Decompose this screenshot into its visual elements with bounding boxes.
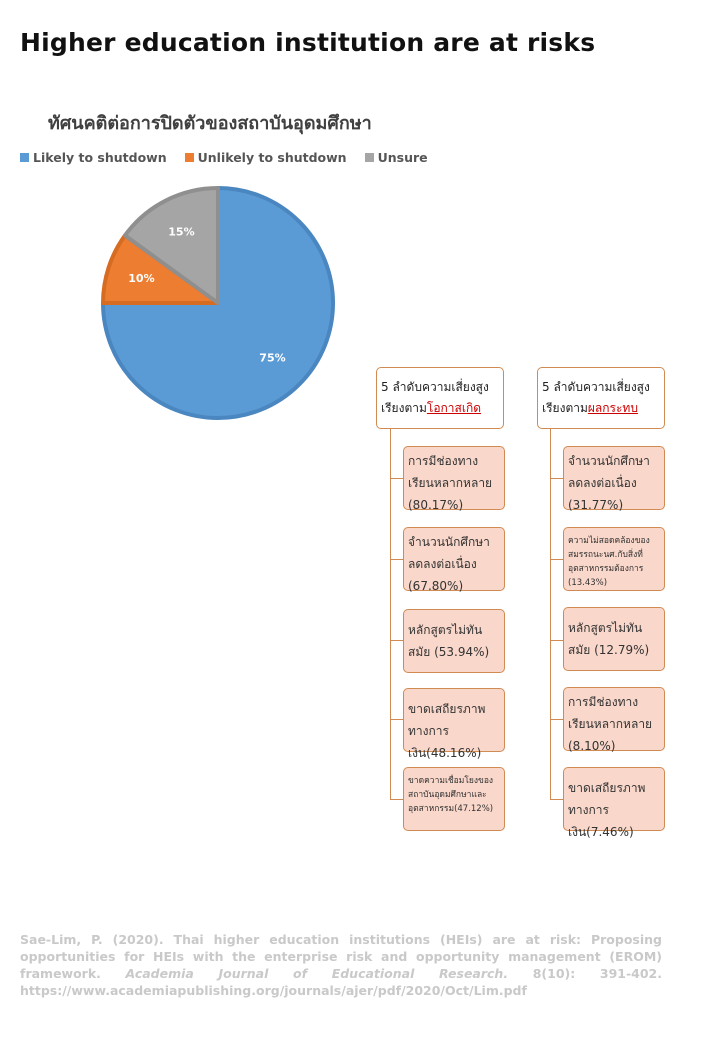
legend-label-likely: Likely to shutdown [33,150,167,165]
likelihood-tick-3 [390,640,403,641]
impact-tick-5 [550,799,563,800]
impact-item-1: จำนวนนักศึกษาลดลงต่อเนื่อง (31.77%) [563,446,665,510]
pie-label-unsure: 15% [168,225,195,239]
impact-header-link[interactable]: ผลกระทบ [587,401,638,415]
impact-tree-line [550,429,551,799]
impact-item-5: ขาดเสถียรภาพทางการเงิน(7.46%) [563,767,665,831]
likelihood-item-2: จำนวนนักศึกษาลดลงต่อเนื่อง (67.80%) [403,527,505,591]
likelihood-item-4: ขาดเสถียรภาพทางการเงิน(48.16%) [403,688,505,752]
citation [20,931,662,999]
impact-item-4: การมีช่องทางเรียนหลากหลาย (8.10%) [563,687,665,751]
impact-header [537,367,665,429]
impact-header-prefix: เรียงตาม [542,401,588,415]
impact-header-line1: 5 ลำดับความเสี่ยงสูง [542,380,650,394]
impact-item-2: ความไม่สอดคล้องของสมรรถนะนศ.กับสิ่งที่อุตสาหกรรมต้องการ (13.43%) [563,527,665,591]
likelihood-tick-2 [390,559,403,560]
likelihood-tick-1 [390,478,403,479]
impact-item-3: หลักสูตรไม่ทันสมัย (12.79%) [563,607,665,671]
likelihood-tick-5 [390,799,403,800]
likelihood-item-5: ขาดความเชื่อมโยงของสถาบันอุดมศึกษาและอุตสาหกรรม(47.12%) [403,767,505,831]
likelihood-item-1: การมีช่องทางเรียนหลากหลาย (80.17%) [403,446,505,510]
impact-tick-4 [550,719,563,720]
legend-label-unlikely: Unlikely to shutdown [197,150,347,165]
chart-title: ทัศนคติต่อการปิดตัวของสถาบันอุดมศึกษา [48,113,372,134]
impact-tick-1 [550,478,563,479]
likelihood-tree-line [390,429,391,799]
legend-label-unsure: Unsure [377,150,428,165]
likelihood-header-line1: 5 ลำดับความเสี่ยงสูง [381,380,489,394]
likelihood-header-link[interactable]: โอกาสเกิด [426,401,482,415]
pie-label-likely-to-shutdown: 75% [259,351,286,365]
citation-text-after: 8(10): 391-402. https://www.academiapublishing.org/journals/ajer/pdf/2020/Oct/Lim.pdf [20,966,662,998]
likelihood-item-3: หลักสูตรไม่ทันสมัย (53.94%) [403,609,505,673]
impact-tick-2 [550,559,563,560]
likelihood-tick-4 [390,719,403,720]
page-title: Higher education institution are at risks [20,28,596,57]
impact-tick-3 [550,640,563,641]
likelihood-header [376,367,504,429]
pie-label-unlikely-to-shutdown: 10% [128,272,155,286]
likelihood-header-prefix: เรียงตาม [381,401,427,415]
citation-text-before: Sae-Lim, P. (2020). Thai higher education institutions (HEIs) are at risk: Proposing opportunities for HEIs with the enterprise risk and opportunity management (EROM) framework. [20,932,662,981]
citation-journal: Academia Journal of Educational Research. [125,966,509,981]
